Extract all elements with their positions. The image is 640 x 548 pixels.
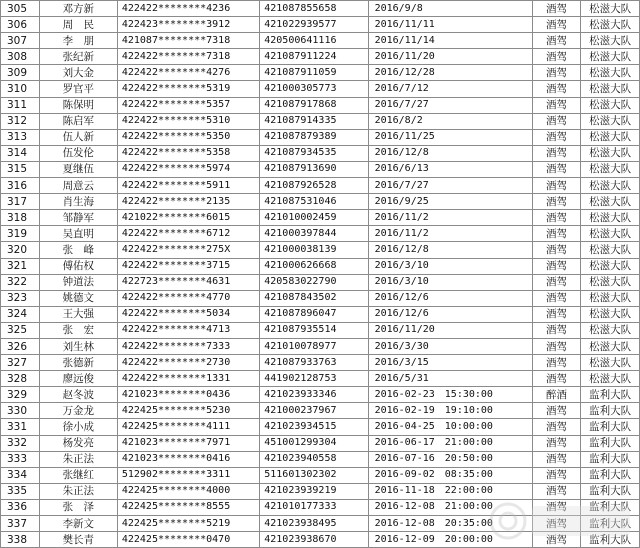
table-row xyxy=(1,322,640,338)
violation-type-cell: 酒驾 xyxy=(532,113,580,129)
department-cell: 松滋大队 xyxy=(581,210,640,226)
violation-type-cell: 酒驾 xyxy=(532,161,580,177)
name-cell: 朱正法 xyxy=(39,483,117,499)
id-number-cell: 422423********3912 xyxy=(117,17,259,33)
department-cell: 松滋大队 xyxy=(581,194,640,210)
department-cell: 松滋大队 xyxy=(581,274,640,290)
row-number-cell: 315 xyxy=(1,161,40,177)
row-number-cell: 322 xyxy=(1,274,40,290)
license-number-cell: 421010002459 xyxy=(260,210,368,226)
name-cell: 樊长青 xyxy=(39,532,117,548)
name-cell: 姚德文 xyxy=(39,290,117,306)
table-row xyxy=(1,516,640,532)
license-number-cell: 421000305773 xyxy=(260,81,368,97)
name-cell: 张德新 xyxy=(39,355,117,371)
row-number-cell: 311 xyxy=(1,97,40,113)
violation-type-cell: 酒驾 xyxy=(532,33,580,49)
violation-type-cell: 酒驾 xyxy=(532,17,580,33)
license-number-cell: 421087933763 xyxy=(260,355,368,371)
table-row xyxy=(1,467,640,483)
row-number-cell: 330 xyxy=(1,403,40,419)
violation-date-cell: 2016-07-16 20:50:00 xyxy=(368,451,532,467)
row-number-cell: 317 xyxy=(1,194,40,210)
id-number-cell: 422422********5974 xyxy=(117,161,259,177)
violation-type-cell: 酒驾 xyxy=(532,81,580,97)
table-row xyxy=(1,194,640,210)
violation-date-cell: 2016-11-18 22:00:00 xyxy=(368,483,532,499)
name-cell: 张 宏 xyxy=(39,322,117,338)
row-number-cell: 327 xyxy=(1,355,40,371)
row-number-cell: 336 xyxy=(1,499,40,515)
id-number-cell: 422422********5319 xyxy=(117,81,259,97)
department-cell: 监利大队 xyxy=(581,532,640,548)
name-cell: 周 民 xyxy=(39,17,117,33)
name-cell: 伍人新 xyxy=(39,129,117,145)
violation-date-cell: 2016-02-19 19:10:00 xyxy=(368,403,532,419)
violation-date-cell: 2016/11/25 xyxy=(368,129,532,145)
id-number-cell: 421023********0416 xyxy=(117,451,259,467)
id-number-cell: 422422********4713 xyxy=(117,322,259,338)
license-number-cell: 511601302302 xyxy=(260,467,368,483)
id-number-cell: 422422********5034 xyxy=(117,306,259,322)
department-cell: 松滋大队 xyxy=(581,306,640,322)
department-cell: 松滋大队 xyxy=(581,178,640,194)
license-number-cell: 421023934515 xyxy=(260,419,368,435)
violation-date-cell: 2016-12-08 21:00:00 xyxy=(368,499,532,515)
violation-date-cell: 2016/11/14 xyxy=(368,33,532,49)
violation-date-cell: 2016/12/6 xyxy=(368,306,532,322)
violation-type-cell: 酒驾 xyxy=(532,258,580,274)
violation-type-cell: 酒驾 xyxy=(532,274,580,290)
row-number-cell: 305 xyxy=(1,1,40,17)
license-number-cell: 421022939577 xyxy=(260,17,368,33)
table-row xyxy=(1,65,640,81)
violation-type-cell: 酒驾 xyxy=(532,516,580,532)
department-cell: 松滋大队 xyxy=(581,49,640,65)
department-cell: 监利大队 xyxy=(581,451,640,467)
department-cell: 松滋大队 xyxy=(581,258,640,274)
license-number-cell: 421010078977 xyxy=(260,338,368,354)
violation-type-cell: 酒驾 xyxy=(532,129,580,145)
violation-type-cell: 酒驾 xyxy=(532,226,580,242)
license-number-cell: 421087917868 xyxy=(260,97,368,113)
violation-date-cell: 2016/5/31 xyxy=(368,371,532,387)
row-number-cell: 308 xyxy=(1,49,40,65)
license-number-cell: 420583022790 xyxy=(260,274,368,290)
name-cell: 夏继伍 xyxy=(39,161,117,177)
id-number-cell: 422422********1331 xyxy=(117,371,259,387)
id-number-cell: 422422********4770 xyxy=(117,290,259,306)
department-cell: 松滋大队 xyxy=(581,1,640,17)
row-number-cell: 326 xyxy=(1,338,40,354)
table-row xyxy=(1,419,640,435)
id-number-cell: 422422********2135 xyxy=(117,194,259,210)
id-number-cell: 422422********5310 xyxy=(117,113,259,129)
license-number-cell: 421087934535 xyxy=(260,145,368,161)
row-number-cell: 320 xyxy=(1,242,40,258)
violation-date-cell: 2016/11/2 xyxy=(368,210,532,226)
name-cell: 傅佑权 xyxy=(39,258,117,274)
id-number-cell: 422422********2730 xyxy=(117,355,259,371)
violation-type-cell: 酒驾 xyxy=(532,467,580,483)
name-cell: 陈启军 xyxy=(39,113,117,129)
id-number-cell: 422425********5230 xyxy=(117,403,259,419)
name-cell: 钟道法 xyxy=(39,274,117,290)
department-cell: 松滋大队 xyxy=(581,338,640,354)
name-cell: 陈保明 xyxy=(39,97,117,113)
name-cell: 赵冬波 xyxy=(39,387,117,403)
id-number-cell: 422422********6712 xyxy=(117,226,259,242)
name-cell: 邓方新 xyxy=(39,1,117,17)
department-cell: 监利大队 xyxy=(581,435,640,451)
table-row xyxy=(1,242,640,258)
violation-date-cell: 2016/12/28 xyxy=(368,65,532,81)
id-number-cell: 422422********7318 xyxy=(117,49,259,65)
name-cell: 廖远俊 xyxy=(39,371,117,387)
violation-type-cell: 酒驾 xyxy=(532,338,580,354)
table-row xyxy=(1,274,640,290)
license-number-cell: 451001299304 xyxy=(260,435,368,451)
id-number-cell: 422723********4631 xyxy=(117,274,259,290)
violation-date-cell: 2016-02-23 15:30:00 xyxy=(368,387,532,403)
name-cell: 刘生林 xyxy=(39,338,117,354)
violation-date-cell: 2016/7/27 xyxy=(368,97,532,113)
violation-date-cell: 2016/12/8 xyxy=(368,242,532,258)
department-cell: 松滋大队 xyxy=(581,371,640,387)
row-number-cell: 321 xyxy=(1,258,40,274)
id-number-cell: 422422********5350 xyxy=(117,129,259,145)
violation-type-cell: 酒驾 xyxy=(532,322,580,338)
name-cell: 罗官平 xyxy=(39,81,117,97)
violation-type-cell: 酒驾 xyxy=(532,290,580,306)
table-body xyxy=(1,1,640,548)
name-cell: 周意云 xyxy=(39,178,117,194)
violation-type-cell: 酒驾 xyxy=(532,403,580,419)
name-cell: 肖生海 xyxy=(39,194,117,210)
table-row xyxy=(1,355,640,371)
license-number-cell: 421087914335 xyxy=(260,113,368,129)
row-number-cell: 325 xyxy=(1,322,40,338)
department-cell: 监利大队 xyxy=(581,403,640,419)
violation-type-cell: 酒驾 xyxy=(532,451,580,467)
department-cell: 监利大队 xyxy=(581,467,640,483)
license-number-cell: 421000237967 xyxy=(260,403,368,419)
department-cell: 松滋大队 xyxy=(581,129,640,145)
department-cell: 松滋大队 xyxy=(581,226,640,242)
department-cell: 监利大队 xyxy=(581,483,640,499)
row-number-cell: 335 xyxy=(1,483,40,499)
row-number-cell: 312 xyxy=(1,113,40,129)
violation-date-cell: 2016-04-25 10:00:00 xyxy=(368,419,532,435)
license-number-cell: 421087855658 xyxy=(260,1,368,17)
id-number-cell: 422422********5358 xyxy=(117,145,259,161)
id-number-cell: 421022********6015 xyxy=(117,210,259,226)
license-number-cell: 421087911059 xyxy=(260,65,368,81)
department-cell: 松滋大队 xyxy=(581,17,640,33)
violation-type-cell: 酒驾 xyxy=(532,483,580,499)
id-number-cell: 422422********7333 xyxy=(117,338,259,354)
department-cell: 监利大队 xyxy=(581,419,640,435)
license-number-cell: 421087843502 xyxy=(260,290,368,306)
violation-type-cell: 酒驾 xyxy=(532,194,580,210)
violation-date-cell: 2016/11/20 xyxy=(368,49,532,65)
department-cell: 监利大队 xyxy=(581,387,640,403)
license-number-cell: 421087926528 xyxy=(260,178,368,194)
name-cell: 张继红 xyxy=(39,467,117,483)
violation-date-cell: 2016/7/12 xyxy=(368,81,532,97)
department-cell: 松滋大队 xyxy=(581,81,640,97)
license-number-cell: 421087935514 xyxy=(260,322,368,338)
row-number-cell: 323 xyxy=(1,290,40,306)
department-cell: 松滋大队 xyxy=(581,97,640,113)
name-cell: 杨发亮 xyxy=(39,435,117,451)
license-number-cell: 420500641116 xyxy=(260,33,368,49)
table-row xyxy=(1,97,640,113)
violation-date-cell: 2016/11/2 xyxy=(368,226,532,242)
id-number-cell: 421023********0436 xyxy=(117,387,259,403)
row-number-cell: 316 xyxy=(1,178,40,194)
name-cell: 李 朋 xyxy=(39,33,117,49)
id-number-cell: 422422********5911 xyxy=(117,178,259,194)
license-number-cell: 421000397844 xyxy=(260,226,368,242)
table-row xyxy=(1,451,640,467)
license-number-cell: 421087879389 xyxy=(260,129,368,145)
license-number-cell: 421023933346 xyxy=(260,387,368,403)
violation-type-cell: 酒驾 xyxy=(532,145,580,161)
license-number-cell: 421023940558 xyxy=(260,451,368,467)
violation-date-cell: 2016/11/11 xyxy=(368,17,532,33)
violation-date-cell: 2016/3/10 xyxy=(368,258,532,274)
license-number-cell: 421087911224 xyxy=(260,49,368,65)
violation-date-cell: 2016/6/13 xyxy=(368,161,532,177)
violation-type-cell: 酒驾 xyxy=(532,178,580,194)
violation-type-cell: 酒驾 xyxy=(532,355,580,371)
name-cell: 万金龙 xyxy=(39,403,117,419)
violation-date-cell: 2016/8/2 xyxy=(368,113,532,129)
row-number-cell: 334 xyxy=(1,467,40,483)
violation-date-cell: 2016/3/10 xyxy=(368,274,532,290)
violation-date-cell: 2016-06-17 21:00:00 xyxy=(368,435,532,451)
violation-type-cell: 酒驾 xyxy=(532,210,580,226)
table-row xyxy=(1,338,640,354)
table-row xyxy=(1,532,640,548)
violation-date-cell: 2016-09-02 08:35:00 xyxy=(368,467,532,483)
table-row xyxy=(1,33,640,49)
department-cell: 监利大队 xyxy=(581,499,640,515)
table-row xyxy=(1,226,640,242)
row-number-cell: 328 xyxy=(1,371,40,387)
license-number-cell: 441902128753 xyxy=(260,371,368,387)
id-number-cell: 422422********4276 xyxy=(117,65,259,81)
row-number-cell: 309 xyxy=(1,65,40,81)
row-number-cell: 338 xyxy=(1,532,40,548)
name-cell: 徐小成 xyxy=(39,419,117,435)
id-number-cell: 422425********8555 xyxy=(117,499,259,515)
id-number-cell: 421087********7318 xyxy=(117,33,259,49)
row-number-cell: 313 xyxy=(1,129,40,145)
name-cell: 朱正法 xyxy=(39,451,117,467)
row-number-cell: 324 xyxy=(1,306,40,322)
license-number-cell: 421087531046 xyxy=(260,194,368,210)
row-number-cell: 329 xyxy=(1,387,40,403)
table-row xyxy=(1,371,640,387)
id-number-cell: 421023********7971 xyxy=(117,435,259,451)
row-number-cell: 310 xyxy=(1,81,40,97)
violation-type-cell: 酒驾 xyxy=(532,97,580,113)
row-number-cell: 306 xyxy=(1,17,40,33)
id-number-cell: 512902********3311 xyxy=(117,467,259,483)
violation-date-cell: 2016/9/8 xyxy=(368,1,532,17)
table-row xyxy=(1,49,640,65)
id-number-cell: 422422********5357 xyxy=(117,97,259,113)
violation-type-cell: 酒驾 xyxy=(532,306,580,322)
name-cell: 张 峰 xyxy=(39,242,117,258)
table-row xyxy=(1,178,640,194)
license-number-cell: 421000626668 xyxy=(260,258,368,274)
violation-date-cell: 2016/7/27 xyxy=(368,178,532,194)
table-row xyxy=(1,499,640,515)
name-cell: 吴直明 xyxy=(39,226,117,242)
license-number-cell: 421000038139 xyxy=(260,242,368,258)
violation-type-cell: 酒驾 xyxy=(532,242,580,258)
violation-type-cell: 酒驾 xyxy=(532,532,580,548)
row-number-cell: 337 xyxy=(1,516,40,532)
violation-type-cell: 酒驾 xyxy=(532,499,580,515)
department-cell: 松滋大队 xyxy=(581,65,640,81)
department-cell: 松滋大队 xyxy=(581,33,640,49)
department-cell: 松滋大队 xyxy=(581,290,640,306)
violation-type-cell: 酒驾 xyxy=(532,65,580,81)
violation-date-cell: 2016/3/15 xyxy=(368,355,532,371)
violation-type-cell: 酒驾 xyxy=(532,371,580,387)
name-cell: 邹静军 xyxy=(39,210,117,226)
id-number-cell: 422425********0470 xyxy=(117,532,259,548)
violation-type-cell: 酒驾 xyxy=(532,49,580,65)
row-number-cell: 314 xyxy=(1,145,40,161)
id-number-cell: 422422********4236 xyxy=(117,1,259,17)
table-row xyxy=(1,145,640,161)
table-row xyxy=(1,387,640,403)
violation-date-cell: 2016/12/6 xyxy=(368,290,532,306)
department-cell: 松滋大队 xyxy=(581,355,640,371)
row-number-cell: 333 xyxy=(1,451,40,467)
violation-type-cell: 酒驾 xyxy=(532,1,580,17)
row-number-cell: 307 xyxy=(1,33,40,49)
table-row xyxy=(1,1,640,17)
name-cell: 刘大金 xyxy=(39,65,117,81)
violation-date-cell: 2016/12/8 xyxy=(368,145,532,161)
violation-date-cell: 2016-12-09 20:00:00 xyxy=(368,532,532,548)
table-row xyxy=(1,435,640,451)
violation-date-cell: 2016/9/25 xyxy=(368,194,532,210)
name-cell: 张 泽 xyxy=(39,499,117,515)
table-row xyxy=(1,258,640,274)
table-row xyxy=(1,210,640,226)
id-number-cell: 422425********4000 xyxy=(117,483,259,499)
row-number-cell: 331 xyxy=(1,419,40,435)
department-cell: 松滋大队 xyxy=(581,113,640,129)
id-number-cell: 422425********5219 xyxy=(117,516,259,532)
violation-date-cell: 2016/3/30 xyxy=(368,338,532,354)
id-number-cell: 422422********275X xyxy=(117,242,259,258)
name-cell: 李新文 xyxy=(39,516,117,532)
table-row xyxy=(1,113,640,129)
table-row xyxy=(1,129,640,145)
row-number-cell: 332 xyxy=(1,435,40,451)
row-number-cell: 319 xyxy=(1,226,40,242)
violation-type-cell: 醉酒 xyxy=(532,387,580,403)
department-cell: 松滋大队 xyxy=(581,145,640,161)
table-row xyxy=(1,161,640,177)
violation-type-cell: 酒驾 xyxy=(532,419,580,435)
license-number-cell: 421087896047 xyxy=(260,306,368,322)
license-number-cell: 421023938495 xyxy=(260,516,368,532)
row-number-cell: 318 xyxy=(1,210,40,226)
license-number-cell: 421087913690 xyxy=(260,161,368,177)
license-number-cell: 421010177333 xyxy=(260,499,368,515)
name-cell: 伍发伦 xyxy=(39,145,117,161)
license-number-cell: 421023938670 xyxy=(260,532,368,548)
id-number-cell: 422422********3715 xyxy=(117,258,259,274)
license-number-cell: 421023939219 xyxy=(260,483,368,499)
table-row xyxy=(1,17,640,33)
id-number-cell: 422425********4111 xyxy=(117,419,259,435)
department-cell: 监利大队 xyxy=(581,516,640,532)
table-row xyxy=(1,81,640,97)
violation-date-cell: 2016-12-08 20:35:00 xyxy=(368,516,532,532)
department-cell: 松滋大队 xyxy=(581,322,640,338)
violation-type-cell: 酒驾 xyxy=(532,435,580,451)
table-row xyxy=(1,306,640,322)
table-row xyxy=(1,483,640,499)
violation-date-cell: 2016/11/20 xyxy=(368,322,532,338)
table-row xyxy=(1,403,640,419)
name-cell: 王大强 xyxy=(39,306,117,322)
table-row xyxy=(1,290,640,306)
department-cell: 松滋大队 xyxy=(581,161,640,177)
name-cell: 张纪新 xyxy=(39,49,117,65)
department-cell: 松滋大队 xyxy=(581,242,640,258)
